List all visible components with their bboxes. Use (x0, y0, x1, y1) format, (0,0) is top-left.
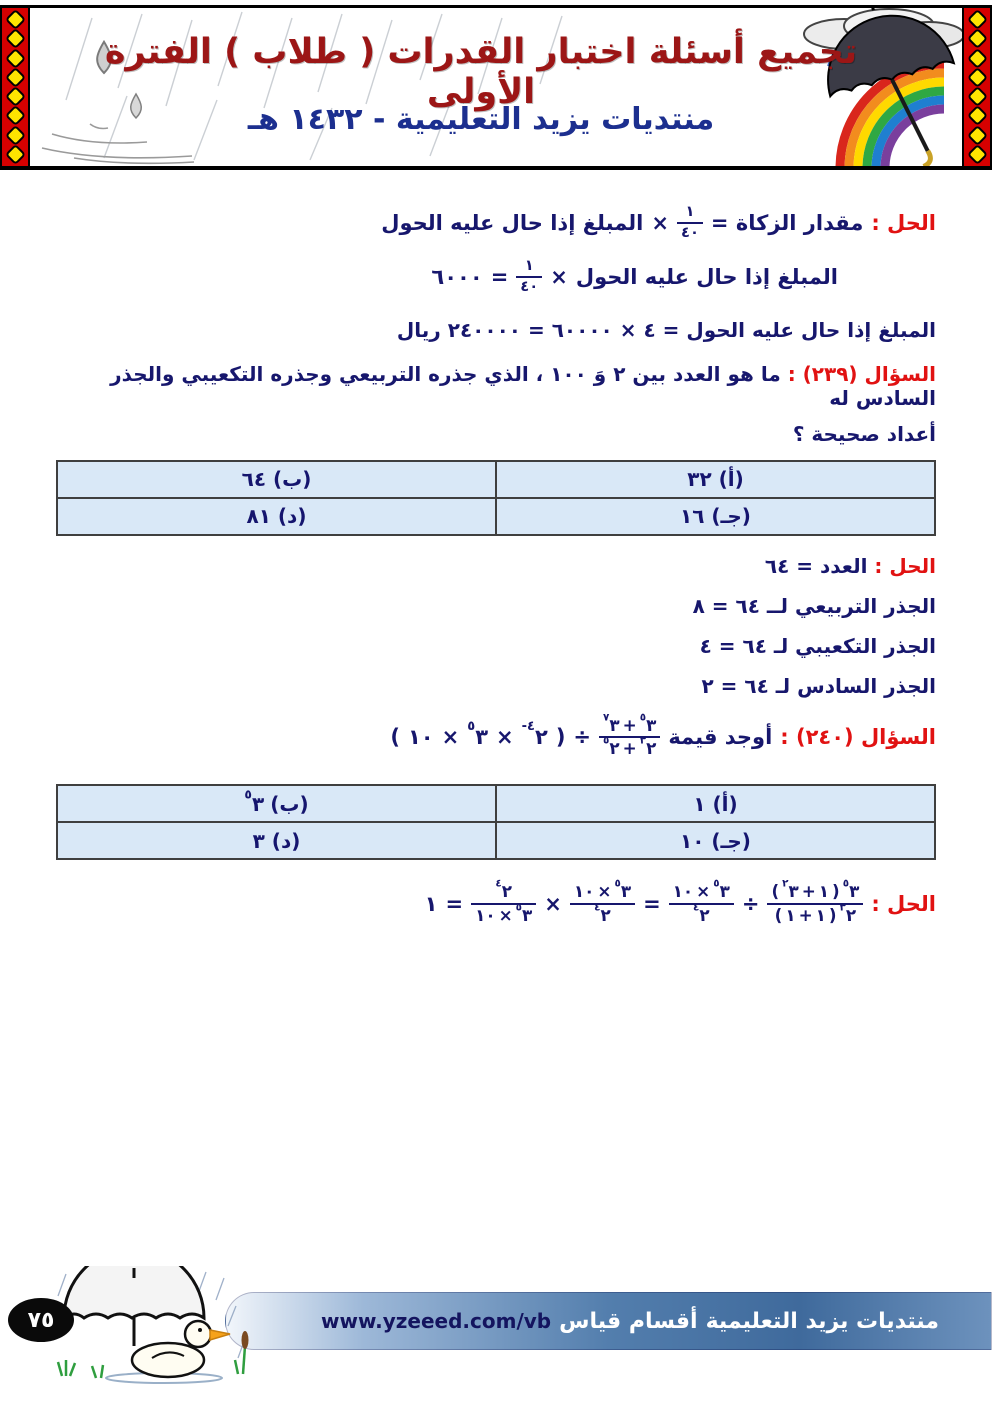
diamond-ornament (4, 67, 25, 88)
q239-solution-line3: الجذر التكعيبي لـ ٦٤ = ٤ (699, 633, 936, 658)
power: ٣ ٥ (713, 877, 730, 902)
fraction (677, 204, 703, 242)
math-text: الحل : (871, 891, 936, 916)
math-text: ٦٠٠٠ (431, 264, 483, 289)
power: ٢ ٤ (692, 900, 710, 925)
fraction (570, 877, 635, 925)
decorative-border-right (962, 8, 992, 166)
math-text: ) (390, 724, 400, 749)
math-text: ١٠ (475, 904, 496, 925)
diamond-ornament (4, 86, 25, 107)
diamond-ornament (4, 28, 25, 49)
footer-url: www.yzeeed.com/vb (321, 1309, 552, 1333)
question-239 (56, 362, 936, 410)
power: ٢ ٤ (594, 900, 611, 925)
math-text: ٤٠ (680, 223, 699, 241)
zakat-step-line (56, 258, 936, 296)
question-240 (56, 710, 936, 759)
power: ٣ ٥ (467, 719, 489, 749)
q239-solution-text: العدد = ٦٤ (764, 553, 868, 578)
math-text: ١٠ (407, 724, 434, 749)
footer-qiyas-section: أقسام قياس (559, 1308, 698, 1334)
math-text: ١٠ (573, 881, 595, 902)
math-text: الحل : (871, 210, 936, 235)
math-text: + (622, 714, 637, 735)
math-text: ÷ (573, 724, 592, 749)
diamond-ornament (4, 105, 25, 126)
q239-solution-line1 (56, 554, 936, 578)
fraction (516, 258, 542, 296)
option-d-cell: (د) ٣ (57, 822, 496, 859)
page-number-badge: ٧٥ (8, 1298, 74, 1342)
page-content (56, 192, 936, 925)
math-text: السؤال (٢٤٠) : (780, 724, 936, 749)
math-text: أوجد قيمة (668, 724, 773, 749)
fraction (767, 877, 863, 925)
table-row (57, 822, 935, 859)
math-text: ١ (818, 881, 830, 902)
diamond-ornament (966, 144, 987, 165)
math-text: ( (832, 881, 840, 902)
power: ٣ ٢ (782, 877, 799, 902)
option-b-value (59, 786, 494, 816)
power: ٢ ٤ (495, 877, 512, 902)
math-text: ) (774, 904, 783, 925)
math-text: (ب) (270, 791, 309, 816)
math-text: = (643, 891, 661, 916)
diamond-ornament (4, 48, 25, 69)
power: ٢ -٤ (521, 719, 548, 749)
math-text: مقدار الزكاة = (710, 210, 864, 235)
math-text: × (651, 210, 669, 235)
math-text: ٤٠ (520, 277, 539, 295)
fraction (471, 877, 536, 925)
option-b-cell: (ب) ٦٤ (57, 461, 496, 498)
math-text: = (445, 891, 464, 916)
math-text: ) (771, 881, 780, 902)
question-239-label: السؤال (٢٣٩) : (787, 361, 936, 386)
math-text: ١ (424, 891, 438, 916)
diamond-ornament (966, 67, 987, 88)
math-text: ١ (524, 256, 534, 274)
power: ٢ ٣ (639, 734, 657, 758)
power: ٣ ٥ (639, 710, 657, 735)
q239-solution-line4: الجذر السادس لـ ٦٤ = ٢ (701, 673, 936, 698)
table-row (57, 498, 935, 535)
table-row (57, 461, 935, 498)
question-239-text: ما هو العدد بين ٢ وَ ١٠٠ ، الذي جذره التربيعي وجذره التكعيبي والجذر السادس له (110, 361, 936, 410)
diamond-ornament (966, 86, 987, 107)
duck-umbrella-art (46, 1266, 256, 1384)
q239-solution-line2: الجذر التربيعي لــ ٦٤ = ٨ (692, 593, 936, 618)
page-footer (0, 1282, 992, 1392)
power: ٣ ٥ (244, 786, 265, 816)
option-a-cell: (أ) ١ (496, 785, 935, 822)
diamond-ornament (966, 124, 987, 145)
math-text: × (496, 724, 514, 749)
math-text: + (801, 881, 816, 902)
math-text: ( (828, 904, 837, 925)
duck-icon (132, 1321, 230, 1377)
math-text: + (798, 904, 813, 925)
zakat-solution-line (56, 204, 936, 242)
diamond-ornament (966, 9, 987, 30)
fraction (599, 710, 660, 759)
math-text: المبلغ إذا حال عليه الحول (381, 210, 644, 235)
math-text: × (441, 724, 460, 749)
diamond-ornament (966, 105, 987, 126)
fraction (669, 877, 734, 925)
diamond-ornament (4, 144, 25, 165)
option-d-cell: (د) ٨١ (57, 498, 496, 535)
q240-options-table (56, 784, 936, 860)
math-text: = (490, 264, 509, 289)
math-text: × (498, 904, 513, 925)
table-row (57, 785, 935, 822)
q240-solution-line (56, 877, 936, 925)
diamond-ornament (966, 28, 987, 49)
math-text: × (550, 264, 568, 289)
math-text: ١٠ (672, 881, 694, 902)
diamond-ornament (966, 48, 987, 69)
math-text: ١ (685, 203, 695, 220)
math-text: المبلغ إذا حال عليه الحول (575, 264, 838, 289)
power: ٣ ٥ (842, 877, 860, 902)
math-text: × (696, 881, 711, 902)
zakat-result-line: المبلغ إذا حال عليه الحول = ٤ × ٦٠٠٠٠ = ٢٤٠٠٠٠ ريال (396, 317, 936, 342)
math-text: × (597, 881, 612, 902)
power: ٢ ٥ (603, 734, 620, 758)
solution-label: الحل : (874, 553, 936, 578)
math-text: × (544, 891, 562, 916)
option-b-cell (57, 785, 496, 822)
banner-title: تجميع أسئلة اختبار القدرات ( طلاب ) الفترة الأولى (104, 32, 858, 112)
footer-forum-name: منتديات يزيد التعليمية (705, 1308, 939, 1334)
option-c-cell: (جـ) ١٦ (496, 498, 935, 535)
cattail-art (242, 1331, 249, 1349)
power: ٣ ٥ (515, 900, 533, 925)
question-239-text2: أعداد صحيحة ؟ (792, 421, 936, 446)
math-text: ١ (815, 904, 826, 925)
power: ٣ ٧ (603, 710, 620, 735)
footer-bar (225, 1292, 992, 1350)
decorative-border-left (0, 8, 30, 166)
banner-subtitle: منتديات يزيد التعليمية - ١٤٣٢ هـ (247, 102, 715, 137)
math-text: ١ (785, 904, 796, 925)
math-text: + (622, 737, 637, 758)
umbrella-icon (64, 1266, 204, 1346)
q239-options-table (56, 460, 936, 536)
diamond-ornament (4, 9, 25, 30)
math-text: ÷ (741, 891, 760, 916)
header-banner (0, 5, 992, 170)
option-a-cell: (أ) ٣٢ (496, 461, 935, 498)
diamond-ornament (4, 124, 25, 145)
power: ٣ ٥ (614, 877, 632, 902)
power: ٢ ٣ (839, 900, 857, 925)
option-c-cell: (جـ) ١٠ (496, 822, 935, 859)
math-text: ( (555, 724, 566, 749)
